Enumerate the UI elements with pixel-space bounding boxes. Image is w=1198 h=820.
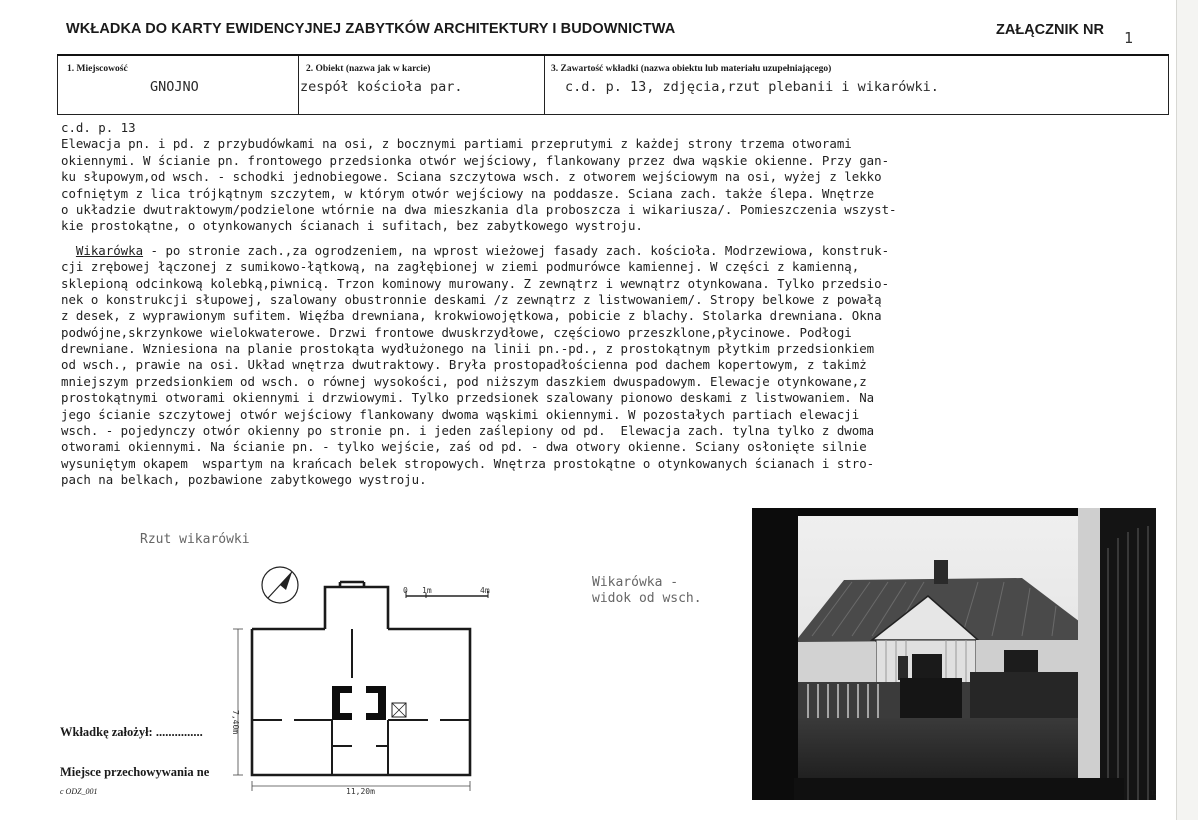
page-edge (1176, 0, 1198, 820)
plan-partitions (252, 629, 470, 775)
chimney-block (332, 686, 386, 720)
place-label: 1. Miejscowość (67, 64, 128, 74)
description-text (61, 120, 1179, 489)
photo-corner-letter: r. (1151, 786, 1157, 798)
text-line: kie prostokątne, o otynkowanych ścianach i sufitach, bez zabytkowego wystroju. (61, 218, 643, 234)
paragraph-gap (61, 235, 1179, 243)
field-divider (57, 56, 58, 114)
floor-plan (228, 560, 498, 795)
plan-walls (252, 582, 470, 775)
text-line: sklepioną odcinkową kolebką,piwnicą. Trzon kominowy murowany. Z zewnątrz i wewnątrz otynkowana. Tylko przedsio- (61, 275, 890, 291)
text-line: okiennymi. W ścianie pn. frontowego przedsionka otwór wejściowy, flankowany przez dwa wąskie okienne. Przy gan- (61, 152, 890, 168)
photo-image (752, 508, 1156, 800)
content-label: 3. Zawartość wkładki (nazwa obiektu lub materiału uzupełniającego) (551, 64, 832, 74)
depth-dimension: 7,40m (231, 710, 240, 735)
scale-zero: 0 (403, 586, 408, 595)
text-line: otworami okiennymi. Na ścianie pn. - tylko wejście, zaś od pd. - dwa otwory okienne. Sciany osłonięte silnie (61, 439, 867, 455)
field-divider (544, 56, 545, 114)
storage-label: Miejsce przechowywania ne (60, 765, 210, 779)
scale-bar (403, 586, 490, 598)
compass-icon (262, 567, 298, 603)
object-value: zespół kościoła par. (300, 79, 463, 95)
text-line: mniejszym przedsionkiem od wsch. o równej wysokości, pod niższym daszkiem dwuspadowym. Elewacje otynkowane,z (61, 373, 867, 389)
photo-caption-line2: widok od wsch. (592, 591, 702, 606)
annex-number: 1 (1124, 29, 1134, 47)
plan-caption: Rzut wikarówki (140, 532, 250, 547)
content-value: c.d. p. 13, zdjęcia,rzut plebanii i wikarówki. (565, 79, 939, 95)
scale-end: 4m (480, 586, 490, 595)
photo-caption-line1: Wikarówka - (592, 575, 679, 590)
field-divider (298, 56, 299, 114)
text-line: c.d. p. 13 (61, 120, 136, 135)
document-code: c ODZ_001 (60, 787, 98, 796)
house-photo (752, 508, 1156, 800)
scale-mid: 1m (422, 586, 432, 595)
text-line: z desek, z wyprawionym sufitem. Więźba drewniana, krokwiowojętkowa, pobicie z blachy. Stolarka drewniana. Okna (61, 308, 882, 324)
text-line (61, 243, 1179, 259)
wikarowka-heading: Wikarówka (75, 242, 144, 258)
object-label: 2. Obiekt (nazwa jak w karcie) (306, 64, 431, 74)
text-line: o układzie dwutraktowym/podzielone wtórnie na dwa mieszkania dla proboszcza i wikariusza/. Pomieszczenia wszyst- (61, 201, 897, 217)
document-title: WKŁADKA DO KARTY EWIDENCYJNEJ ZABYTKÓW ARCHITEKTURY I BUDOWNICTWA (66, 21, 676, 37)
header-rule-bottom (57, 114, 1169, 115)
text-line: wysuniętym okapem wspartym na krańcach belek stropowych. Wnętrza prostokątne o otynkowanych ścianach i stro- (61, 455, 875, 471)
author-label: Wkładkę założył: ............... (60, 725, 203, 739)
field-divider (1168, 56, 1169, 114)
text-line: drewniane. Wzniesiona na planie prostokąta wydłużonego na linii pn.-pd., z prostokątnym płytkim przedsionkiem (61, 341, 875, 357)
width-dimension: 11,20m (346, 787, 375, 795)
text-line: od wsch., prawie na osi. Układ wnętrza dwutraktowy. Bryła prostopadłościenna pod dachem kopertowym, z takimż (61, 357, 867, 373)
text-line: prostokątnymi otworami okiennymi i drzwiowymi. Tylko przedsionek szalowany pionowo deskami z listwowaniem. Na (61, 390, 875, 406)
text-line: nek o konstrukcji słupowej, szalowany obustronnie deskami /z zewnątrz z listwowaniem/. Stropy belkowe z powałą (61, 291, 882, 307)
text-line: cji zrębowej łączonej z sumikowo-łątkową, na zagłębionej w ziemi podmurówce kamiennej. W części z kamienną, (61, 259, 860, 275)
annex-label: ZAŁĄCZNIK NR (996, 22, 1104, 38)
text-line: jego ścianie szczytowej otwór wejściowy flankowany dwoma wąskimi okiennymi. W pozostałych partiach elewacji (61, 406, 860, 422)
text-line: podwójne,skrzynkowe wielokwaterowe. Drzwi frontowe dwuskrzydłowe, częściowo przeszklone,płycinowe. Podłogi (61, 324, 852, 340)
text-line: cofniętym z lica trójkątnym szczytem, w którym otwór wejściowy na poddasze. Sciana zach. także ślepa. Wnętrze (61, 185, 875, 201)
text-line: Elewacja pn. i pd. z przybudówkami na osi, z bocznymi partiami przeprutymi z każdej strony trzema otworami (61, 136, 852, 152)
text-line: wsch. - pojedynczy otwór okienny po stronie pn. i jeden zaślepiony od pd. Elewacja zach. tylna tylko z dwoma (61, 423, 875, 439)
text-fragment: - po stronie zach.,za ogrodzeniem, na wprost wieżowej fasady zach. kościoła. Modrzewiowa, konstruk- (143, 242, 890, 258)
text-line: ku słupowym,od wsch. - schodki jednobiegowe. Sciana szczytowa wsch. z otworem wejściowym na osi, wyżej z lekko (61, 169, 882, 185)
place-value: GNOJNO (150, 79, 199, 95)
text-line: pach na belkach, pozbawione zabytkowego wystroju. (61, 472, 427, 488)
header-rule-top (57, 54, 1169, 56)
